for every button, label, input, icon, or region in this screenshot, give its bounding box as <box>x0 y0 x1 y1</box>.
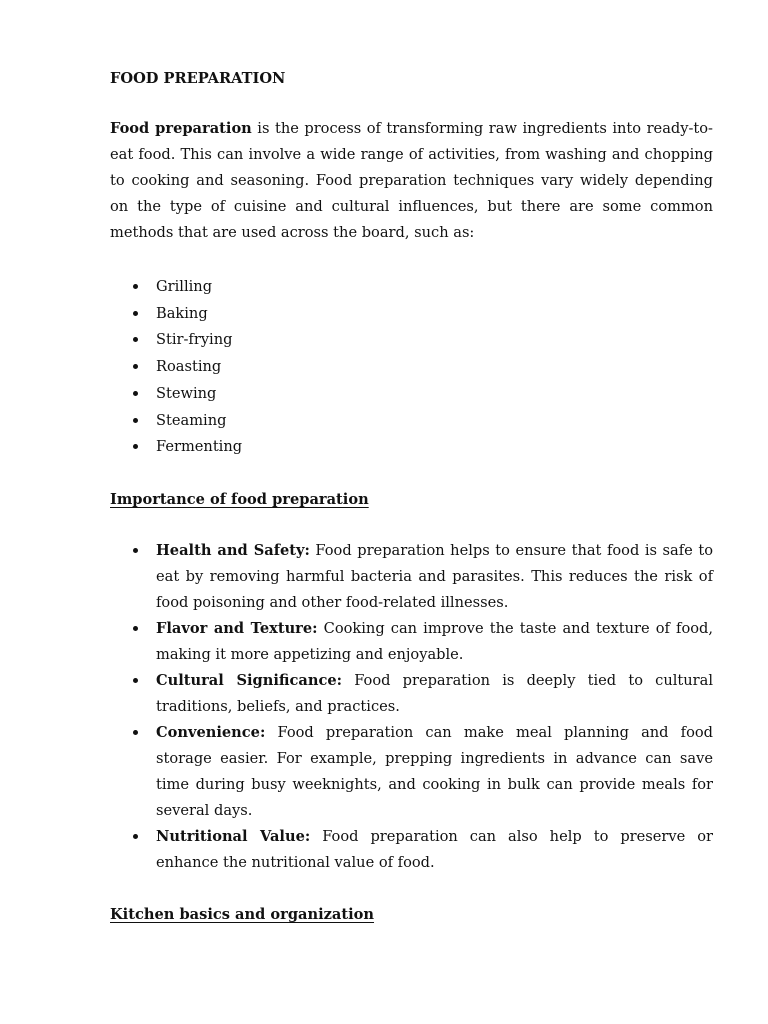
item-label: Convenience: <box>156 723 266 741</box>
importance-list <box>110 538 713 876</box>
document-content <box>110 66 713 928</box>
list-item: Fermenting <box>110 434 713 461</box>
list-item <box>110 824 713 876</box>
list-item: Stir-frying <box>110 327 713 354</box>
importance-heading: Importance of food preparation <box>110 490 369 508</box>
methods-list <box>110 274 713 461</box>
intro-term: Food preparation <box>110 120 252 137</box>
item-label: Flavor and Texture: <box>156 619 318 637</box>
intro-text: is the process of transforming raw ingredients into ready-to-eat food. This can involve a wide range of activities, from washing and chopping to cooking and seasoning. Food preparation techniques vary widely depending on the type of cuisine and cultural influences, but there are some common methods that are used across the board, such as: <box>110 120 713 241</box>
list-item: Stewing <box>110 381 713 408</box>
item-text: Food preparation is deeply tied to cultural traditions, beliefs, and practices. <box>156 671 714 715</box>
list-item: Baking <box>110 301 713 328</box>
list-item: Roasting <box>110 354 713 381</box>
intro-paragraph <box>110 116 713 246</box>
item-text: Food preparation can make meal planning and food storage easier. For example, prepping ingredients in advance can save time during busy weeknights, and cooking in bulk can provide meals for several days. <box>156 723 713 819</box>
list-item <box>110 538 713 616</box>
item-label: Cultural Significance: <box>156 671 343 689</box>
list-item <box>110 720 713 824</box>
list-item: Grilling <box>110 274 713 301</box>
document-title: FOOD PREPARATION <box>110 70 286 87</box>
item-text: Cooking can improve the taste and texture of food, making it more appetizing and enjoyable. <box>156 619 714 663</box>
list-item: Steaming <box>110 408 713 435</box>
item-label: Health and Safety: <box>156 541 310 559</box>
item-text: Food preparation can also help to preserve or enhance the nutritional value of food. <box>156 827 714 871</box>
list-item <box>110 616 713 668</box>
list-item <box>110 668 713 720</box>
item-label: Nutritional Value: <box>156 827 311 845</box>
kitchen-heading: Kitchen basics and organization <box>110 905 375 923</box>
item-text: Food preparation helps to ensure that food is safe to eat by removing harmful bacteria and parasites. This reduces the risk of food poisoning and other food-related illnesses. <box>156 541 713 611</box>
